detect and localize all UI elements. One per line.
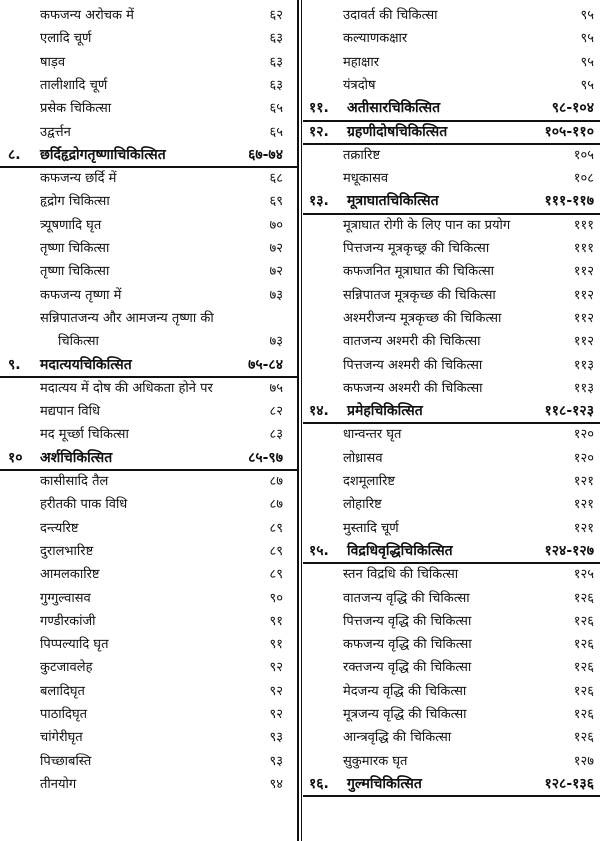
entry-title: हृद्रोग चिकित्सा (40, 194, 110, 210)
entry-page-number: ९३ (269, 753, 283, 769)
toc-entry-row (303, 237, 594, 260)
toc-entry-row (0, 74, 283, 97)
toc-chapter-row (0, 447, 283, 470)
entry-title: चिकित्सा (58, 334, 99, 350)
entry-page-number: १२६ (573, 660, 594, 676)
toc-entry-row (303, 260, 594, 283)
toc-entry-row (303, 4, 594, 27)
toc-entry-row (303, 470, 594, 493)
toc-entry-row (0, 214, 283, 237)
entry-title: रक्तजन्य वृद्धि की चिकित्सा (343, 660, 472, 676)
toc-entry-row (303, 587, 594, 610)
toc-entry-row (0, 493, 283, 516)
toc-entry-row (303, 493, 594, 516)
entry-page-number: ९२ (269, 660, 283, 676)
chapter-page-range: १११-११७ (544, 193, 594, 210)
entry-title: लोध्रासव (343, 450, 383, 466)
entry-page-number: १२६ (573, 637, 594, 653)
toc-entry-row (0, 633, 283, 656)
entry-page-number: ११३ (573, 357, 594, 373)
entry-title: कल्याणकक्षार (343, 31, 408, 47)
entry-title: धान्वन्तर घृत (343, 427, 402, 443)
entry-page-number: ११२ (573, 310, 594, 326)
entry-title: उद्वर्त्तन (40, 124, 71, 140)
toc-entry-row (303, 726, 594, 749)
entry-title: मधूकासव (343, 171, 389, 187)
entry-page-number: ९१ (269, 613, 283, 629)
entry-title: वातजन्य अश्मरी की चिकित्सा (343, 334, 481, 350)
toc-entry-row (303, 680, 594, 703)
entry-page-number: ७२ (269, 264, 283, 280)
toc-entry-row (0, 517, 283, 540)
entry-page-number: ८३ (269, 427, 283, 443)
entry-page-number: ६३ (269, 54, 283, 70)
entry-page-number: ९२ (269, 707, 283, 722)
chapter-number: ८. (8, 146, 21, 163)
toc-entry-row (0, 726, 283, 749)
toc-chapter-row (0, 144, 283, 167)
chapter-number: १४. (309, 403, 329, 420)
entry-title: यंत्रदोष (343, 77, 376, 93)
entry-page-number: ८९ (269, 567, 283, 583)
entry-title: पित्तजन्य वृद्धि की चिकित्सा (343, 613, 472, 629)
chapter-page-range: ६७-७४ (248, 146, 283, 163)
entry-title: मूत्राघात रोगी के लिए पान का प्रयोग (343, 217, 511, 233)
entry-title: मद मूर्च्छा चिकित्सा (40, 427, 129, 443)
toc-entry-row (0, 284, 283, 307)
entry-title: कुटजावलेह (40, 660, 93, 676)
entry-title: कफजन्य तृष्णा में (40, 287, 122, 303)
entry-page-number: १२६ (573, 730, 594, 746)
toc-entry-row (0, 610, 283, 633)
toc-entry-row (303, 144, 594, 167)
toc-entry-row (0, 260, 283, 283)
entry-page-number: ६३ (269, 31, 283, 47)
entry-page-number: ११२ (573, 264, 594, 280)
toc-entry-row (0, 587, 283, 610)
entry-page-number: ७५ (269, 380, 283, 396)
toc-entry-row (0, 167, 283, 190)
chapter-title: मदात्ययचिकित्सित (40, 356, 132, 373)
toc-entry-row (303, 633, 594, 656)
toc-entry-row (303, 423, 594, 446)
chapter-number: १३. (309, 193, 329, 210)
chapter-title: छर्दिहृद्रोगतृष्णाचिकित्सित (40, 146, 166, 163)
toc-entry-row (0, 703, 283, 726)
entry-title: मदात्यय में दोष की अधिकता होने पर (40, 380, 213, 396)
toc-chapter-row (303, 121, 594, 144)
entry-title: कफजन्य अरोचक में (40, 8, 134, 23)
entry-title: दशमूलारिष्ट (343, 474, 395, 489)
toc-entry-row (303, 74, 594, 97)
chapter-number: १६. (309, 775, 329, 792)
toc-entry-row (0, 237, 283, 260)
entry-page-number: १०५ (573, 147, 594, 163)
entry-page-number: ११२ (573, 287, 594, 303)
toc-entry-row (0, 750, 283, 773)
toc-entry-row (303, 354, 594, 377)
entry-title: वातजन्य वृद्धि की चिकित्सा (343, 590, 470, 606)
toc-entry-row (0, 656, 283, 679)
entry-title: षाड़व (40, 54, 66, 70)
toc-chapter-row (0, 354, 283, 377)
chapter-underline (303, 795, 600, 797)
entry-title: मुस्तादि चूर्ण (343, 520, 399, 536)
entry-page-number: ६५ (269, 124, 283, 140)
toc-entry-row (0, 470, 283, 493)
toc-entry-row (303, 377, 594, 400)
entry-page-number: ८७ (269, 474, 283, 489)
chapter-page-range: १२४-१२७ (544, 542, 594, 559)
entry-title: उदावर्त की चिकित्सा (343, 8, 438, 23)
chapter-number: १० (8, 449, 23, 466)
entry-title: हरीतकी पाक विधि (40, 497, 128, 513)
entry-title: कफजन्य अश्मरी की चिकित्सा (343, 380, 483, 396)
chapter-title: अर्शचिकित्सित (40, 449, 113, 466)
entry-title: पिच्छाबस्ति (40, 753, 92, 769)
entry-title: तृष्णा चिकित्सा (40, 241, 110, 256)
entry-title: आन्त्रवृद्धि की चिकित्सा (343, 730, 452, 746)
toc-entry-row (0, 97, 283, 120)
entry-page-number: १२१ (573, 474, 594, 489)
chapter-page-range: ११८-१२३ (544, 403, 594, 420)
toc-entry-row (303, 167, 594, 190)
toc-entry-row (303, 284, 594, 307)
chapter-title: विद्रधिवृद्धिचिकित्सित (347, 542, 453, 559)
entry-page-number: ७२ (269, 241, 283, 256)
entry-page-number: ९५ (580, 77, 594, 93)
column-divider-thin (301, 0, 302, 841)
toc-entry-row (0, 773, 283, 796)
toc-entry-row (303, 447, 594, 470)
toc-entry-row (303, 330, 594, 353)
entry-page-number: १११ (573, 217, 594, 233)
toc-entry-row (0, 190, 283, 213)
chapter-page-range: १०५-११० (544, 123, 594, 140)
entry-title: तीनयोग (40, 776, 77, 792)
entry-page-number: ७३ (269, 334, 283, 350)
entry-title: तृष्णा चिकित्सा (40, 264, 110, 280)
toc-entry-row (303, 750, 594, 773)
entry-page-number: ८२ (269, 404, 283, 420)
entry-page-number: १२६ (573, 590, 594, 606)
toc-entry-row (0, 563, 283, 586)
chapter-title: मूत्राघातचिकित्सित (347, 193, 439, 210)
toc-entry-row (0, 330, 283, 353)
entry-page-number: १२६ (573, 707, 594, 722)
entry-title: मूत्रजन्य वृद्धि की चिकित्सा (343, 707, 467, 722)
toc-entry-row (0, 680, 283, 703)
entry-page-number: ९३ (269, 730, 283, 746)
entry-page-number: ६५ (269, 101, 283, 117)
entry-page-number: ६८ (269, 171, 283, 187)
toc-entry-row (0, 423, 283, 446)
entry-page-number: ८९ (269, 543, 283, 559)
toc-entry-row (303, 563, 594, 586)
chapter-number: ११. (309, 100, 329, 117)
toc-chapter-row (303, 190, 594, 213)
entry-page-number: ६३ (269, 77, 283, 93)
entry-title: त्र्यूषणादि घृत (40, 217, 102, 233)
entry-page-number: ९१ (269, 637, 283, 653)
entry-title: सन्निपातज मूत्रकृच्छ की चिकित्सा (343, 287, 496, 303)
entry-page-number: १०८ (573, 171, 594, 187)
toc-entry-row (303, 214, 594, 237)
entry-page-number: १२६ (573, 683, 594, 699)
toc-entry-row (303, 307, 594, 330)
entry-page-number: ७३ (269, 287, 283, 303)
entry-title: आमलकारिष्ट (40, 567, 100, 583)
toc-entry-row (0, 377, 283, 400)
toc-chapter-row (303, 400, 594, 423)
entry-page-number: ८७ (269, 497, 283, 513)
chapter-title: ग्रहणीदोषचिकित्सित (347, 123, 448, 140)
entry-page-number: ९५ (580, 31, 594, 47)
entry-title: गण्डीरकांजी (40, 613, 96, 629)
toc-entry-row (0, 51, 283, 74)
column-divider (297, 0, 299, 841)
toc-entry-row (0, 307, 283, 330)
entry-title: दन्त्यरिष्ट (40, 520, 79, 536)
entry-page-number: १११ (573, 241, 594, 256)
entry-page-number: १२६ (573, 613, 594, 629)
entry-title: सुकुमारक घृत (343, 753, 408, 769)
toc-entry-row (303, 27, 594, 50)
entry-title: तालीशादि चूर्ण (40, 77, 108, 93)
toc-entry-row (303, 656, 594, 679)
entry-page-number: ११२ (573, 334, 594, 350)
toc-entry-row (0, 400, 283, 423)
chapter-number: १२. (309, 123, 329, 140)
chapter-number: ९. (8, 356, 21, 373)
toc-entry-row (0, 121, 283, 144)
entry-page-number: १२१ (573, 520, 594, 536)
entry-title: मेदजन्य वृद्धि की चिकित्सा (343, 683, 467, 699)
toc-entry-row (0, 27, 283, 50)
chapter-page-range: १२८-१३६ (544, 775, 594, 792)
entry-page-number: ७० (269, 217, 283, 233)
entry-page-number: ९४ (269, 776, 283, 792)
chapter-title: गुल्मचिकित्सित (347, 775, 422, 792)
entry-title: चांगेरीघृत (40, 730, 83, 746)
entry-page-number: ६२ (269, 8, 283, 23)
entry-page-number: १२१ (573, 497, 594, 513)
entry-title: गुग्गुल्वासव (40, 590, 91, 606)
entry-title: कफजन्य छर्दि में (40, 171, 117, 187)
entry-title: कफजनित मूत्राघात की चिकित्सा (343, 264, 495, 280)
entry-page-number: १२० (573, 450, 594, 466)
entry-page-number: ९५ (580, 8, 594, 23)
entry-title: पिप्पल्यादि घृत (40, 637, 109, 653)
toc-chapter-row (303, 773, 594, 796)
chapter-page-range: ८५-९७ (248, 449, 283, 466)
toc-entry-row (0, 540, 283, 563)
entry-title: पाठादिघृत (40, 707, 88, 722)
toc-chapter-row (303, 97, 594, 120)
entry-title: सन्निपातजन्य और आमजन्य तृष्णा की (40, 310, 214, 326)
entry-title: बलादिघृत (40, 683, 85, 699)
entry-page-number: ६९ (269, 194, 283, 210)
chapter-title: अतीसारचिकित्सित (347, 100, 441, 117)
toc-entry-row (303, 517, 594, 540)
chapter-title: प्रमेहचिकित्सित (347, 403, 423, 420)
entry-title: पित्तजन्य मूत्रकृच्छ्र की चिकित्सा (343, 241, 490, 256)
entry-page-number: ९२ (269, 683, 283, 699)
entry-page-number: ९५ (580, 54, 594, 70)
chapter-page-range: ९८-१०४ (551, 100, 594, 117)
entry-title: कफजन्य वृद्धि की चिकित्सा (343, 637, 472, 653)
entry-title: महाक्षार (343, 54, 380, 70)
entry-title: प्रसेक चिकित्सा (40, 101, 112, 117)
chapter-page-range: ७५-८४ (248, 356, 283, 373)
entry-page-number: १२५ (573, 567, 594, 583)
toc-chapter-row (303, 540, 594, 563)
toc-entry-row (0, 4, 283, 27)
entry-page-number: १२० (573, 427, 594, 443)
toc-entry-row (303, 51, 594, 74)
entry-title: स्तन विद्रधि की चिकित्सा (343, 567, 459, 583)
toc-entry-row (303, 703, 594, 726)
entry-page-number: ९० (269, 590, 283, 606)
entry-title: एलादि चूर्ण (40, 31, 92, 47)
entry-title: तक्रारिष्ट (343, 147, 381, 163)
entry-title: कासीसादि तैल (40, 474, 109, 489)
entry-page-number: ११३ (573, 380, 594, 396)
toc-entry-row (303, 610, 594, 633)
entry-title: पित्तजन्य अश्मरी की चिकित्सा (343, 357, 483, 373)
entry-title: मद्यपान विधि (40, 404, 101, 420)
entry-page-number: ८९ (269, 520, 283, 536)
entry-title: लोहारिष्ट (343, 497, 382, 513)
chapter-number: १५. (309, 542, 329, 559)
entry-page-number: १२७ (573, 753, 594, 769)
entry-title: अश्मरीजन्य मूत्रकृच्छ की चिकित्सा (343, 310, 502, 326)
entry-title: दुरालभारिष्ट (40, 543, 94, 559)
